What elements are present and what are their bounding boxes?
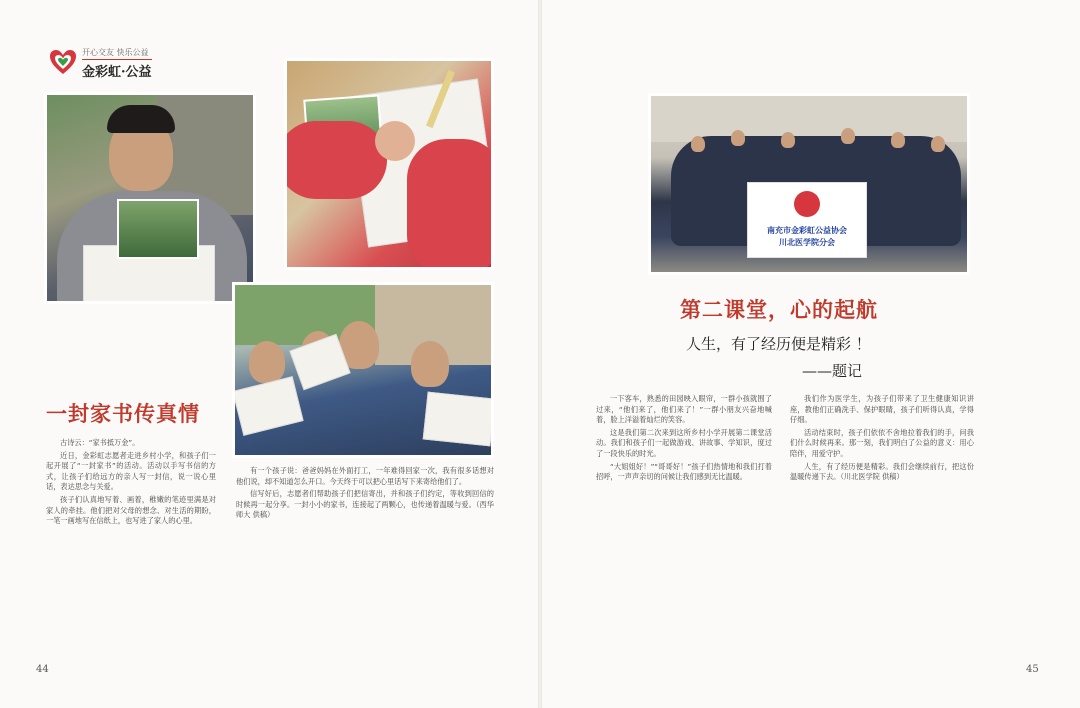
banner-line-2: 川北医学院分会 <box>779 238 835 247</box>
left-article-column-2 <box>236 466 494 646</box>
banner-logo-icon <box>794 191 820 217</box>
banner-line-1: 南充市金彩虹公益协会 <box>767 226 847 235</box>
paragraph: 我们作为医学生，为孩子们带来了卫生健康知识讲座，教他们正确洗手、保护眼睛，孩子们听得认真，学得仔细。 <box>790 394 974 425</box>
child-face-1 <box>249 341 285 383</box>
rainbow-heart-logo-icon <box>48 47 78 77</box>
brand-divider <box>82 59 152 60</box>
right-article-title: 第二课堂，心的起航 <box>680 297 878 322</box>
paragraph: 古诗云：“家书抵万金”。 <box>60 438 140 447</box>
person-face-3 <box>781 132 795 148</box>
paragraph: 近日，金彩虹志愿者走进乡村小学，和孩子们一起开展了“一封家书”的活动。活动以手写书信的方式，让孩子们给远方的亲人写一封信，说一说心里话，表达思念与关爱。 <box>46 450 216 492</box>
letter-3 <box>423 392 494 447</box>
left-page <box>0 0 538 708</box>
person-face-5 <box>891 132 905 148</box>
right-article-subtitle-attribution: ——题记 <box>802 362 863 380</box>
right-article-column-2 <box>790 394 974 652</box>
page-number-left: 44 <box>36 664 49 675</box>
paragraph: “大姐姐好！”“哥哥好！”孩子们热情地和我们打着招呼，一声声亲切的问候让我们感到无比温暖。 <box>596 461 772 482</box>
left-article-title: 一封家书传真情 <box>46 401 200 426</box>
right-article-column-1 <box>596 394 772 652</box>
paragraph: 信写好后，志愿者们帮助孩子们把信寄出，并和孩子们约定，等收到回信的时候再一起分享。一封小小的家书，连接起了两颗心，也传递着温暖与爱。（西华师大 供稿） <box>236 489 494 520</box>
person-face-2 <box>731 130 745 146</box>
child-face-3 <box>411 341 449 387</box>
brand-name: 金彩虹·公益 <box>82 65 152 80</box>
paragraph: 一下客车，熟悉的田园映入眼帘，一群小孩就围了过来，“他们来了，他们来了！”一群小朋友兴奋地喊着，脸上洋溢着灿烂的笑容。 <box>596 394 772 425</box>
paragraph: 人生，有了经历便是精彩。我们会继续前行，把这份温暖传递下去。（川北医学院 供稿） <box>790 461 974 482</box>
photo-boy-holding-letter <box>44 92 256 304</box>
photo-child-writing <box>284 58 494 270</box>
person-face-6 <box>931 136 945 152</box>
brand-slogan: 开心交友 快乐公益 <box>82 48 149 57</box>
brand-header <box>48 47 228 81</box>
page-number-right: 45 <box>1026 664 1039 675</box>
right-article-subtitle: 人生，有了经历便是精彩 ！ <box>686 335 871 353</box>
left-article-column-1 <box>46 438 216 670</box>
letter-photo <box>117 199 199 259</box>
person-face-4 <box>841 128 855 144</box>
photo-children-with-letters <box>232 282 494 458</box>
paragraph: 有一个孩子说：爸爸妈妈在外面打工，一年难得回家一次，我有很多话想对他们说，却不知道怎么开口。今天终于可以把心里话写下来寄给他们了。 <box>236 466 494 486</box>
hand <box>375 121 415 161</box>
letter-1 <box>232 376 303 436</box>
red-sleeve-arm-right <box>407 139 494 270</box>
paragraph: 活动结束时，孩子们依依不舍地拉着我们的手，问我们什么时候再来。那一刻，我们明白了公益的意义：用心陪伴，用爱守护。 <box>790 427 974 458</box>
person-face-1 <box>691 136 705 152</box>
association-banner <box>747 182 867 258</box>
red-sleeve-arm <box>284 121 387 199</box>
photo-group-with-banner <box>648 93 970 275</box>
paragraph: 孩子们认真地写着、画着，稚嫩的笔迹里满是对家人的牵挂。他们把对父母的想念、对生活的期盼，一笔一画地写在信纸上，也写进了家人的心里。 <box>46 494 216 526</box>
paragraph: 这是我们第二次来到这所乡村小学开展第二课堂活动。我们和孩子们一起做游戏、讲故事、学知识，度过了一段快乐的时光。 <box>596 427 772 458</box>
boy-hair <box>107 105 175 133</box>
